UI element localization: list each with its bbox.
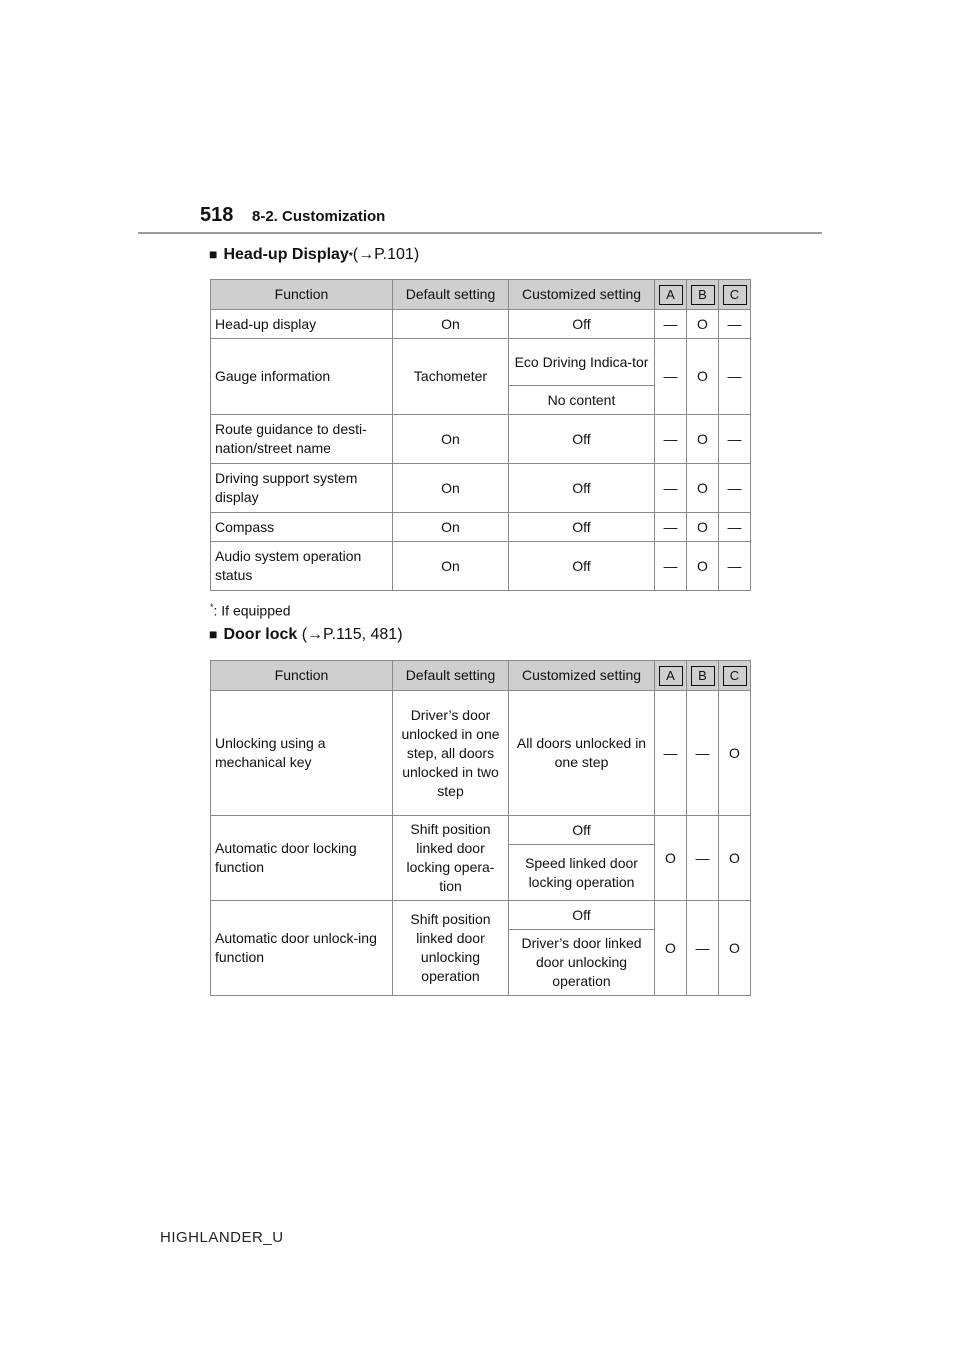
section-title: 8-2. Customization [252, 208, 386, 225]
function-cell: Unlocking using a mechanical key [211, 691, 393, 816]
footnote [210, 602, 291, 619]
col-c-cell: — [719, 513, 751, 542]
door-lock-heading [209, 626, 403, 644]
column-header-b: B [687, 280, 719, 310]
table-row [211, 816, 751, 845]
square-bullet-icon: ■ [209, 246, 218, 262]
door-lock-page-ref: (→P.115, 481) [301, 626, 403, 643]
col-a-cell: O [655, 901, 687, 996]
custom-cell: Speed linked door locking operation [509, 845, 655, 901]
col-b-cell: — [687, 816, 719, 901]
custom-cell: Off [509, 415, 655, 464]
hud-heading [209, 246, 419, 264]
col-c-cell: — [719, 542, 751, 591]
column-header-c: C [719, 661, 751, 691]
col-b-cell: — [687, 901, 719, 996]
col-c-cell: — [719, 464, 751, 513]
col-a-cell: — [655, 691, 687, 816]
column-header: Customized setting [509, 280, 655, 310]
column-header-a: A [655, 661, 687, 691]
col-b-cell: O [687, 542, 719, 591]
column-header: Default setting [393, 280, 509, 310]
header-divider [138, 232, 822, 234]
function-cell: Driving support system display [211, 464, 393, 513]
custom-cell: No content [509, 386, 655, 415]
col-b-cell: O [687, 464, 719, 513]
hud-table [210, 279, 751, 591]
door-lock-table [210, 660, 751, 996]
custom-cell: Off [509, 464, 655, 513]
function-cell: Audio system operation status [211, 542, 393, 591]
default-cell: Shift position linked door locking opera-tion [393, 816, 509, 901]
table-row [211, 901, 751, 930]
function-cell: Head-up display [211, 310, 393, 339]
function-cell: Automatic door locking function [211, 816, 393, 901]
default-cell: On [393, 310, 509, 339]
page-header [200, 204, 385, 227]
table-row [211, 310, 751, 339]
table-row [211, 691, 751, 816]
col-a-cell: — [655, 464, 687, 513]
custom-cell: Driver’s door linked door unlocking operation [509, 930, 655, 996]
table-header-row [211, 280, 751, 310]
hud-title-footnote-mark: * [348, 251, 353, 262]
default-cell: Driver’s door unlocked in one step, all doors unlocked in two step [393, 691, 509, 816]
function-cell: Automatic door unlock-ing function [211, 901, 393, 996]
col-a-cell: O [655, 816, 687, 901]
custom-cell: Off [509, 901, 655, 930]
col-c-cell: O [719, 691, 751, 816]
column-header: Default setting [393, 661, 509, 691]
col-a-cell: — [655, 310, 687, 339]
col-b-cell: O [687, 513, 719, 542]
col-b-cell: O [687, 310, 719, 339]
table-row [211, 339, 751, 386]
door-lock-title: Door lock [223, 626, 298, 643]
col-a-cell: — [655, 513, 687, 542]
col-a-cell: — [655, 339, 687, 415]
hud-page-ref: (→P.101) [352, 246, 420, 263]
default-cell: On [393, 513, 509, 542]
function-cell: Gauge information [211, 339, 393, 415]
custom-cell: Off [509, 513, 655, 542]
default-cell: On [393, 542, 509, 591]
table-row [211, 513, 751, 542]
custom-cell: All doors unlocked in one step [509, 691, 655, 816]
column-header-a: A [655, 280, 687, 310]
column-header-c: C [719, 280, 751, 310]
col-c-cell: — [719, 310, 751, 339]
table-row [211, 542, 751, 591]
column-header-b: B [687, 661, 719, 691]
col-b-cell: O [687, 415, 719, 464]
column-header: Customized setting [509, 661, 655, 691]
col-b-cell: O [687, 339, 719, 415]
col-c-cell: O [719, 901, 751, 996]
col-c-cell: — [719, 339, 751, 415]
col-c-cell: — [719, 415, 751, 464]
default-cell: Tachometer [393, 339, 509, 415]
col-b-cell: — [687, 691, 719, 816]
column-header: Function [211, 661, 393, 691]
col-a-cell: — [655, 542, 687, 591]
custom-cell: Off [509, 310, 655, 339]
column-header: Function [211, 280, 393, 310]
footnote-mark: * [210, 602, 214, 612]
square-bullet-icon: ■ [209, 626, 218, 642]
col-c-cell: O [719, 816, 751, 901]
default-cell: On [393, 464, 509, 513]
default-cell: On [393, 415, 509, 464]
function-cell: Compass [211, 513, 393, 542]
custom-cell: Off [509, 542, 655, 591]
table-row [211, 464, 751, 513]
table-row [211, 415, 751, 464]
custom-cell: Eco Driving Indica-tor [509, 339, 655, 386]
col-a-cell: — [655, 415, 687, 464]
page-number: 518 [200, 204, 234, 226]
footnote-text: : If equipped [213, 602, 291, 619]
default-cell: Shift position linked door unlocking operation [393, 901, 509, 996]
footer-model: HIGHLANDER_U [160, 1229, 284, 1246]
table-header-row [211, 661, 751, 691]
custom-cell: Off [509, 816, 655, 845]
function-cell: Route guidance to desti-nation/street name [211, 415, 393, 464]
hud-title: Head-up Display [223, 246, 349, 263]
